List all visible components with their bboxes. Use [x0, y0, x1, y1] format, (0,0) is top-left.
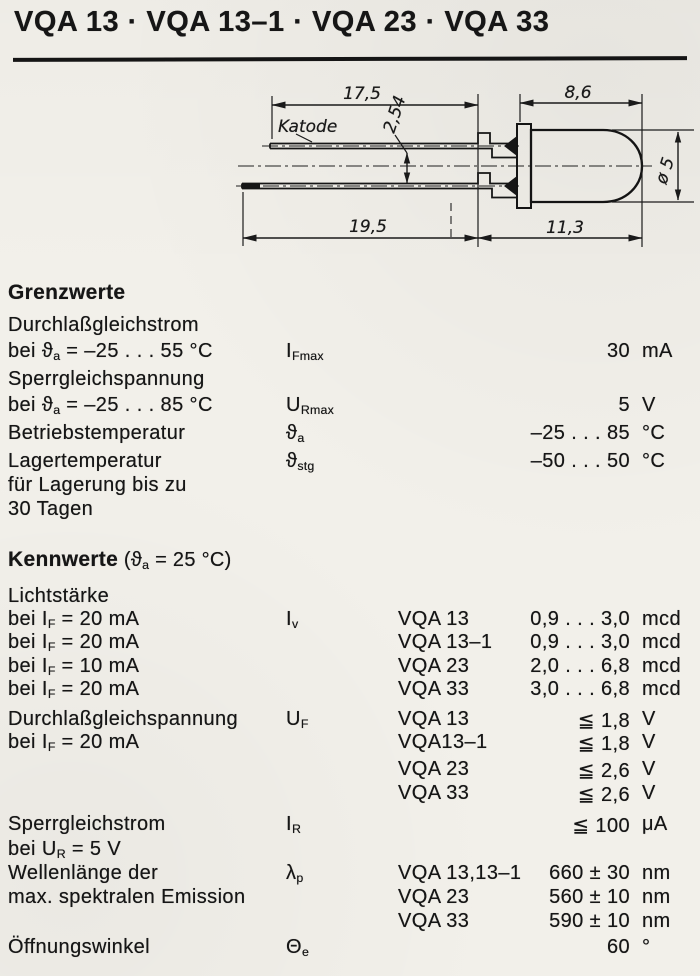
param-label: Öffnungswinkel: [8, 936, 150, 958]
param-unit: °: [642, 936, 651, 958]
device-type: VQA 13: [398, 608, 470, 630]
spec-row: [0, 498, 700, 522]
spec-row: [0, 314, 700, 338]
kennwerte-heading-text: Kennwerte: [8, 548, 119, 571]
spec-row: [0, 862, 700, 886]
param-unit: V: [642, 731, 656, 753]
device-type: VQA 33: [398, 678, 470, 700]
param-value: 0,9 . . . 3,0: [530, 631, 630, 653]
param-value: 60: [606, 936, 630, 958]
device-type: VQA 23: [398, 655, 470, 677]
param-symbol: $ϑ_{stg}$: [286, 450, 315, 474]
param-symbol: $I_{Fmax}$: [286, 340, 324, 364]
spec-row: [0, 886, 700, 910]
dim-body-length-text: 8,6: [564, 83, 592, 103]
spec-row: [0, 368, 700, 392]
param-value: 30: [606, 340, 630, 362]
param-label: bei $U_R = 5$ V: [8, 838, 122, 862]
dim-bottom-lead-text: 19,5: [349, 217, 387, 237]
section-heading-grenzwerte: [8, 281, 125, 305]
param-value: 5: [618, 394, 630, 416]
param-label: bei $I_F = 20$ mA: [8, 631, 140, 655]
param-label: Durchlaßgleichstrom: [8, 314, 199, 336]
param-label: Betriebstemperatur: [8, 422, 186, 444]
param-label: bei $ϑ_a = -25$ . . . 55 °C: [8, 340, 213, 364]
param-unit: mcd: [642, 655, 681, 677]
title-rule: [13, 56, 687, 62]
param-label: bei $ϑ_a = -25$ . . . 85 °C: [8, 394, 213, 418]
param-unit: V: [642, 394, 656, 416]
param-value: 0,9 . . . 3,0: [530, 608, 630, 630]
device-type: VQA 33: [398, 910, 470, 932]
param-label: bei $I_F = 10$ mA: [8, 655, 140, 679]
section-heading-kennwerte: [8, 548, 232, 572]
param-value: ≦ 100: [572, 815, 630, 837]
param-unit: nm: [642, 862, 671, 884]
spec-row: [0, 731, 700, 755]
device-type: VQA 13: [398, 708, 470, 730]
param-label: bei $I_F = 20$ mA: [8, 731, 140, 755]
param-unit: V: [642, 782, 656, 804]
param-value: –25 . . . 85: [530, 422, 630, 444]
param-value: ≦ 2,6: [577, 784, 630, 806]
param-symbol: $\Theta_e$: [286, 936, 310, 960]
param-value: ≦ 1,8: [577, 710, 630, 732]
param-symbol: $ϑ_a$: [286, 422, 305, 446]
param-label: bei $I_F = 20$ mA: [8, 608, 140, 632]
device-type: VQA 13–1: [398, 631, 493, 653]
spec-row: [0, 394, 700, 418]
led-dimension-drawing: [0, 75, 700, 275]
katode-label: Katode: [278, 117, 338, 137]
spec-row: [0, 838, 700, 862]
device-type: VQA13–1: [398, 731, 488, 753]
param-symbol: $U_F$: [286, 708, 309, 732]
spec-row: [0, 474, 700, 498]
dim-pitch-text: 2,54: [379, 93, 411, 136]
device-type: VQA 23: [398, 886, 470, 908]
spec-row: [0, 450, 700, 474]
spec-row: [0, 340, 700, 364]
anode-lead: [242, 173, 517, 198]
param-value: 2,0 . . . 6,8: [530, 655, 630, 677]
param-label: max. spektralen Emission: [8, 886, 246, 908]
device-type: VQA 33: [398, 782, 470, 804]
device-type: VQA 23: [398, 758, 470, 780]
param-unit: V: [642, 758, 656, 780]
param-unit: mcd: [642, 678, 681, 700]
param-unit: mA: [642, 340, 673, 362]
param-symbol: $I_v$: [286, 608, 299, 632]
dim-top-lead-text: 17,5: [343, 84, 381, 104]
param-value: 660 ± 30: [549, 862, 630, 884]
param-unit: μA: [642, 813, 668, 835]
page-title: VQA 13 · VQA 13–1 · VQA 23 · VQA 33: [14, 6, 550, 38]
spec-row: [0, 813, 700, 837]
param-unit: nm: [642, 886, 671, 908]
param-value: 3,0 . . . 6,8: [530, 678, 630, 700]
spec-row: [0, 782, 700, 806]
param-unit: mcd: [642, 631, 681, 653]
param-unit: nm: [642, 910, 671, 932]
param-unit: V: [642, 708, 656, 730]
param-value: ≦ 2,6: [577, 760, 630, 782]
grenzwerte-heading-text: Grenzwerte: [8, 281, 126, 304]
param-label: bei $I_F = 20$ mA: [8, 678, 140, 702]
spec-row: [0, 758, 700, 782]
param-label: Lagertemperatur: [8, 450, 162, 472]
param-label: Lichtstärke: [8, 585, 110, 607]
dim-front-length-text: 11,3: [546, 218, 584, 238]
spec-row: [0, 910, 700, 934]
spec-row: [0, 585, 700, 609]
device-type: VQA 13,13–1: [398, 862, 522, 884]
kennwerte-heading-condition: ($ϑ_a = 25$ °C): [118, 549, 232, 573]
dim-diameter-text: ø 5: [651, 155, 679, 187]
param-value: –50 . . . 50: [530, 450, 630, 472]
param-symbol: $\lambda_p$: [286, 862, 304, 886]
param-label: Sperrgleichspannung: [8, 368, 205, 390]
spec-row: [0, 936, 700, 960]
param-label: Sperrgleichstrom: [8, 813, 166, 835]
spec-row: [0, 631, 700, 655]
param-unit: °C: [642, 450, 666, 472]
spec-row: [0, 708, 700, 732]
param-label: für Lagerung bis zu: [8, 474, 187, 496]
param-value: ≦ 1,8: [577, 733, 630, 755]
param-unit: °C: [642, 422, 666, 444]
spec-row: [0, 608, 700, 632]
spec-row: [0, 422, 700, 446]
param-symbol: $I_R$: [286, 813, 302, 837]
spec-row: [0, 678, 700, 702]
param-symbol: $U_{Rmax}$: [286, 394, 334, 418]
param-label: Durchlaßgleichspannung: [8, 708, 239, 730]
param-value: 590 ± 10: [549, 910, 630, 932]
param-unit: mcd: [642, 608, 681, 630]
param-label: Wellenlänge der: [8, 862, 159, 884]
spec-row: [0, 655, 700, 679]
param-label: 30 Tagen: [8, 498, 94, 520]
param-value: 560 ± 10: [549, 886, 630, 908]
center-lines: [236, 146, 652, 237]
